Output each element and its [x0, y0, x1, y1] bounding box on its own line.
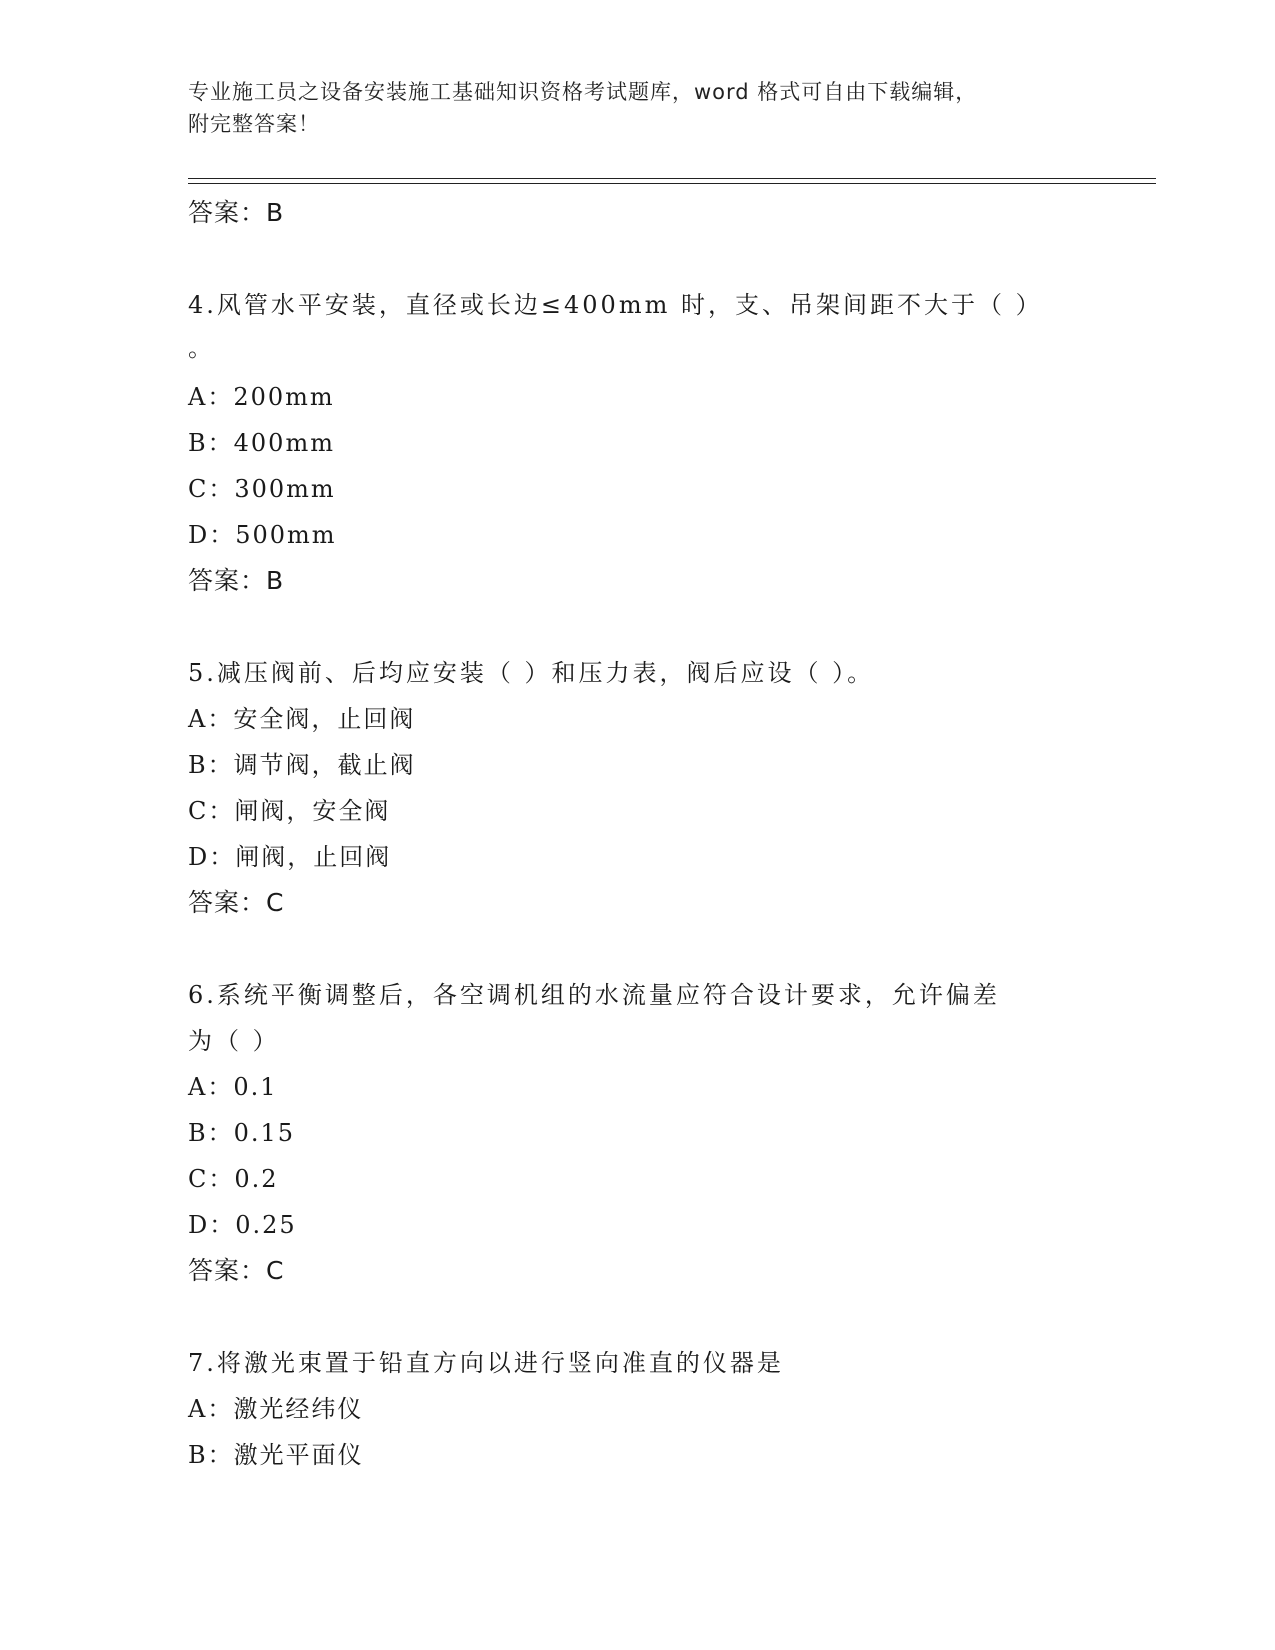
question-stem-continuation: 为（ ） — [188, 1027, 280, 1055]
option-d: D：500mm — [188, 521, 337, 549]
option-b: B：激光平面仪 — [188, 1441, 364, 1469]
header-line-2: 附完整答案！ — [188, 112, 320, 136]
option-a: A：200mm — [188, 383, 335, 411]
answer-line: 答案：B — [188, 566, 285, 595]
answer-line: 答案：B — [188, 198, 285, 227]
option-b: B：400mm — [188, 429, 335, 457]
question-stem: 7.将激光束置于铅直方向以进行竖向准直的仪器是 — [188, 1349, 784, 1377]
header-rule-top — [188, 178, 1156, 179]
option-a: A：安全阀，止回阀 — [188, 705, 416, 733]
question-6 — [188, 972, 1108, 1294]
option-b: B：0.15 — [188, 1119, 296, 1147]
option-d: D：0.25 — [188, 1211, 297, 1239]
question-stem: 5.减压阀前、后均应安装（ ）和压力表，阀后应设（ ）。 — [188, 659, 875, 687]
question-stem: 6.系统平衡调整后，各空调机组的水流量应符合设计要求，允许偏差 — [188, 981, 1000, 1009]
question-4 — [188, 282, 1108, 604]
header-line-1: 专业施工员之设备安装施工基础知识资格考试题库，word 格式可自由下载编辑， — [188, 80, 978, 104]
question-stem: 4.风管水平安装，直径或长边≤400mm 时，支、吊架间距不大于（ ） — [188, 291, 1043, 319]
question-5 — [188, 650, 1108, 926]
option-c: C：闸阀，安全阀 — [188, 797, 391, 825]
question-stem-continuation: 。 — [188, 334, 215, 362]
option-c: C：300mm — [188, 475, 336, 503]
option-c: C：0.2 — [188, 1165, 279, 1193]
answer-line: 答案：C — [188, 888, 285, 917]
page-header — [188, 76, 1088, 140]
question-7 — [188, 1340, 1108, 1478]
option-a: A：激光经纬仪 — [188, 1395, 364, 1423]
question-list — [188, 190, 1108, 1478]
option-b: B：调节阀，截止阀 — [188, 751, 416, 779]
option-a: A：0.1 — [188, 1073, 278, 1101]
answer-line: 答案：C — [188, 1256, 285, 1285]
option-d: D：闸阀，止回阀 — [188, 843, 392, 871]
header-rule-bottom — [188, 183, 1156, 184]
